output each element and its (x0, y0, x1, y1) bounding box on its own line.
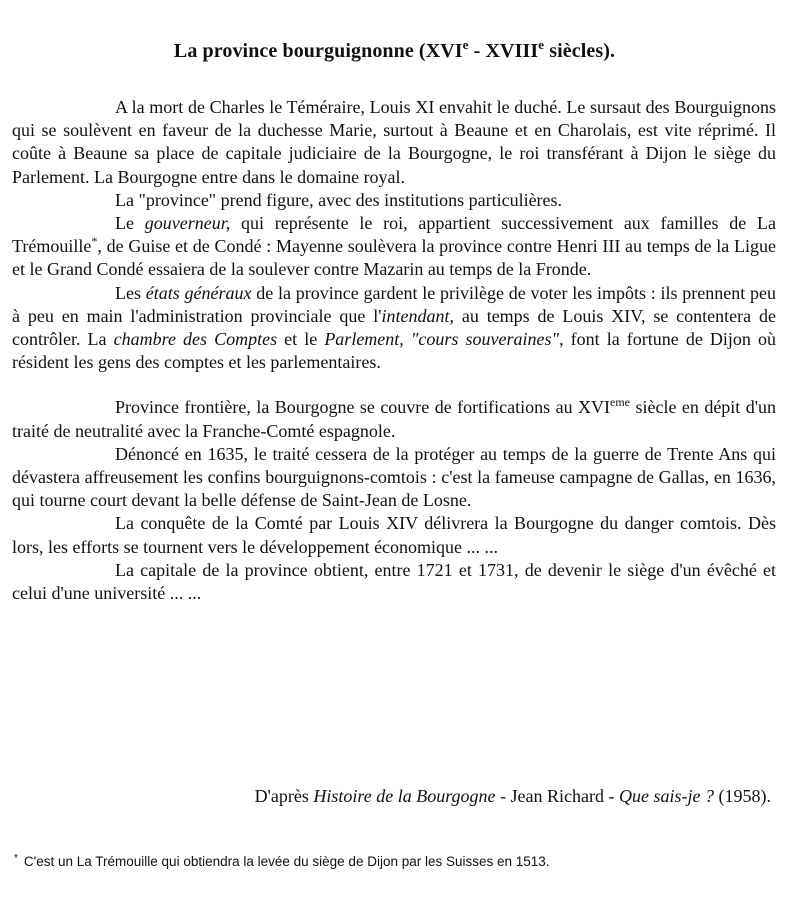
source-mid: - Jean Richard - (495, 786, 620, 806)
source-book: Histoire de la Bourgogne (313, 786, 496, 806)
p5-a: Province frontière, la Bourgogne se couvre de fortifications au XVI (115, 397, 611, 418)
paragraph-2: La "province" prend figure, avec des institutions particulières. (115, 189, 563, 210)
p4-b: , au temps de Louis XIV, se contentera de contrôler. La (12, 305, 776, 350)
p4-lead: Les (115, 282, 146, 303)
p3-a: qui représente le roi, appartient successivement aux familles de La Trémouille (12, 213, 777, 257)
paragraph-5 (12, 396, 776, 442)
paragraph-3 (12, 212, 776, 282)
p3-lead: Le (115, 213, 145, 234)
source-citation (255, 786, 771, 807)
paragraph-1: A la mort de Charles le Téméraire, Louis XI envahit le duché. Le sursaut des Bourguignons qui se soulèvent en faveur de la duchesse Marie, surtout à Beaune et en Charolais, est vite réprimé. Il coûte à Beaune sa place de capitale judiciaire de la Bourgogne, le roi transférant à Dijon le siège du Parlement. La Bourgogne entre dans le domaine royal. (12, 97, 776, 187)
title-prefix: La province bourguignonne (XVI (173, 40, 463, 62)
p4-c: et le (277, 329, 325, 350)
footnote-marker: * (14, 853, 18, 864)
paragraph-8: La capitale de la province obtient, entre 1721 et 1731, de devenir le siège d'un évêché et celui d'une université ... ... (12, 559, 776, 604)
p3-b: , de Guise et de Condé : Mayenne soulèvera la province contre Henri III au temps de la Ligue et le Grand Condé essaiera de la soulever contre Mazarin au temps de la Fronde. (12, 236, 776, 280)
paragraph-7: La conquête de la Comté par Louis XIV délivrera la Bourgogne du danger comtois. Dès lors, les efforts se tournent vers le développement économique ... ... (12, 513, 776, 557)
p3-italic: gouverneur, (144, 213, 231, 234)
p4-italic-2: intendant (381, 305, 450, 326)
title-sup-2: e (538, 37, 545, 52)
p4-d: , font la fortune de Dijon où résident les gens des comptes et les parlementaires. (12, 329, 776, 373)
title-suffix: siècles). (544, 40, 616, 62)
paragraph-4 (12, 282, 776, 375)
source-lead: D'après (254, 786, 314, 806)
source-series: Que sais-je ? (619, 786, 714, 806)
page-title (0, 37, 789, 63)
p4-a: de la province gardent le privilège de voter les impôts : ils prennent peu à peu en main l'administration provinciale que l' (12, 282, 777, 326)
paragraph-6: Dénoncé en 1635, le traité cessera de la protéger au temps de la guerre de Trente Ans qui dévastera affreusement les confins bourguignons-comtois : c'est la fameuse campagne de Gallas, en 1636, qui tourne court devant la belle défense de Saint-Jean de Losne. (12, 443, 776, 511)
body-text (12, 96, 776, 605)
footnote (14, 854, 550, 869)
title-sup-1: e (462, 37, 469, 52)
p4-italic-1: états généraux (145, 282, 252, 303)
footnote-text: C'est un La Trémouille qui obtiendra la levée du siège de Dijon par les Suisses en 1513. (23, 854, 550, 869)
footnote-marker-ref: * (91, 234, 98, 249)
p4-italic-3: chambre des Comptes (113, 329, 278, 350)
source-year: (1958). (714, 786, 771, 806)
title-middle: - XVIII (468, 40, 539, 62)
p4-italic-4: Parlement, "cours souveraines" (324, 329, 560, 350)
p5-b: siècle en dépit d'un traité de neutralité avec la Franche-Comté espagnole. (12, 397, 776, 441)
p5-sup: eme (610, 395, 631, 410)
